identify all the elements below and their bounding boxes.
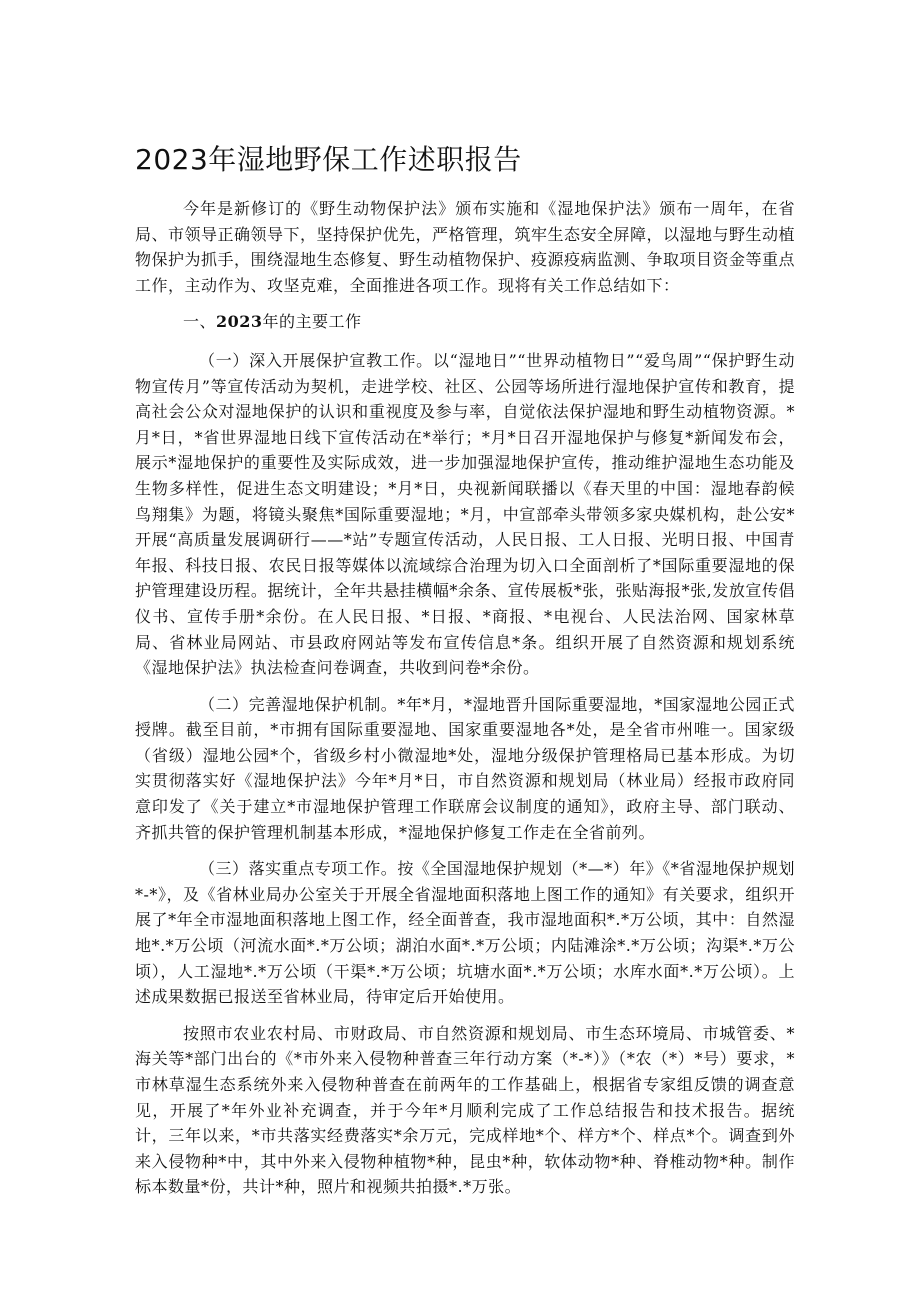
paragraph-key-projects: （三）落实重点专项工作。按《全国湿地保护规划（*—*）年》《*省湿地保护规划*-*》，及《省林业局办公室关于开展全省湿地面积落地上图工作的通知》有关要求，组织开展了*年全市湿地面积落地上图工作，经全面普查，我市湿地面积*.*万公顷，其中：自然湿地*.*万公顷（河流水面*.*万公顷；湖泊水面*.*万公顷；内陆滩涂*.*万公顷；沟渠*.*万公顷），人工湿地*.*万公顷（干渠*.*万公顷；坑塘水面*.*万公顷；水库水面*.*万公顷）。上述成果数据已报送至省林业局，待审定后开始使用。 (135, 859, 795, 1007)
intro-paragraph: 今年是新修订的《野生动物保护法》颁布实施和《湿地保护法》颁布一周年，在省局、市领导正确领导下，坚持保护优先，严格管理，筑牢生态安全屏障，以湿地与野生动植物保护为抓手，围绕湿地生态修复、野生动植物保护、疫源疫病监测、争取项目资金等重点工作，主动作为、攻坚克难，全面推进各项工作。现将有关工作总结如下： (135, 199, 796, 295)
section-heading (135, 309, 795, 335)
paragraph-invasive-species: 按照市农业农村局、市财政局、市自然资源和规划局、市生态环境局、市城管委、*海关等*部门出台的《*市外来入侵物种普查三年行动方案（*-*）》（*农（*）*号）要求，*市林草湿生态系统外来入侵物种普查在前两年的工作基础上，根据省专家组反馈的调查意见，开展了*年外业补充调查，并于今年*月顺利完成了工作总结报告和技术报告。据统计，三年以来，*市共落实经费落实*余万元，完成样地*个、样方*个、样点*个。调查到外来入侵物种*中，其中外来入侵物种植物*种，昆虫*种，软体动物*种、脊椎动物*种。制作标本数量*份，共计*种，照片和视频共拍摄*.*万张。 (135, 1023, 795, 1197)
document-body (135, 196, 795, 1211)
document-title: 2023年湿地野保工作述职报告 (135, 143, 522, 176)
section-heading-suffix: 年的主要工作 (262, 312, 362, 332)
section-heading-year: 2023 (216, 312, 263, 332)
section-heading-prefix: 一、 (183, 312, 217, 332)
paragraph-mechanism: （二）完善湿地保护机制。*年*月，*湿地晋升国际重要湿地，*国家湿地公园正式授牌。截至目前，*市拥有国际重要湿地、国家重要湿地各*处，是全省市州唯一。国家级（省级）湿地公园*个，省级乡村小微湿地*处，湿地分级保护管理格局已基本形成。为切实贯彻落实好《湿地保护法》今年*月*日，市自然资源和规划局（林业局）经报市政府同意印发了《关于建立*市湿地保护管理工作联席会议制度的通知》，政府主导、部门联动、齐抓共管的保护管理机制基本形成，*湿地保护修复工作走在全省前列。 (135, 694, 795, 842)
paragraph-publicity: （一）深入开展保护宣教工作。以“湿地日”“世界动植物日”“爱鸟周”“保护野生动物宣传月”等宣传活动为契机，走进学校、社区、公园等场所进行湿地保护宣传和教育，提高社会公众对湿地保护的认识和重视度及参与率，自觉依法保护湿地和野生动植物资源。*月*日，*省世界湿地日线下宣传活动在*举行；*月*日召开湿地保护与修复*新闻发布会，展示*湿地保护的重要性及实际成效，进一步加强湿地保护宣传，推动维护湿地生态功能及生物多样性，促进生态文明建设；*月*日，央视新闻联播以《春天里的中国：湿地春韵候鸟翔集》为题，将镜头聚焦*国际重要湿地；*月，中宣部牵头带领多家央媒机构，赴公安*开展“高质量发展调研行——*站”专题宣传活动，人民日报、工人日报、光明日报、中国青年报、科技日报、农民日报等媒体以流域综合治理为切入口全面剖析了*国际重要湿地的保护管理建设历程。据统计，全年共悬挂横幅*余条、宣传展板*张，张贴海报*张,发放宣传倡仪书、宣传手册*余份。在人民日报、*日报、*商报、*电视台、人民法治网、国家林草局、省林业局网站、市县政府网站等发布宣传信息*条。组织开展了自然资源和规划系统《湿地保护法》执法检查问卷调查，共收到问卷*余份。 (135, 350, 795, 678)
